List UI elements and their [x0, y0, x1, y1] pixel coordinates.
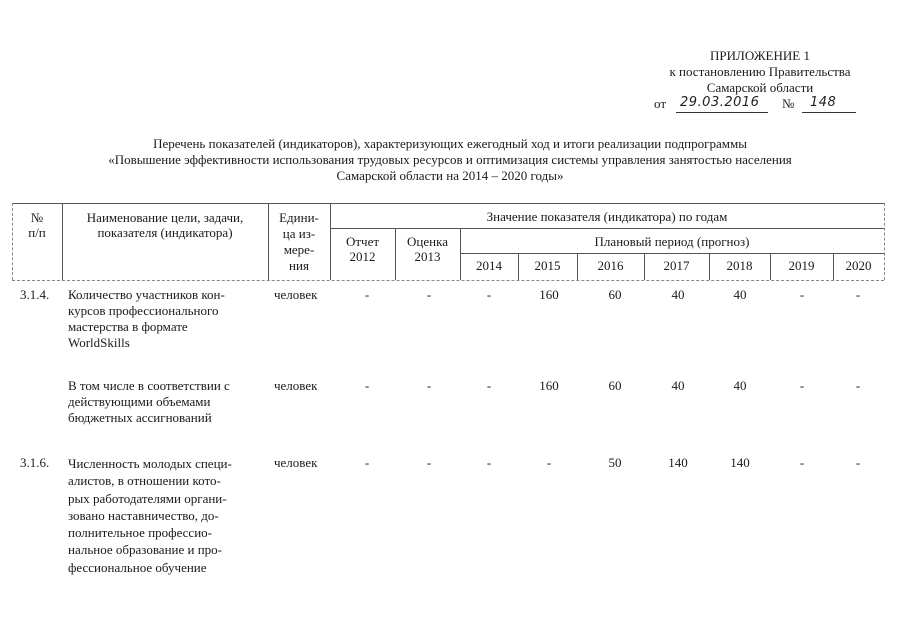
row-name-line: нальное образование и про-: [68, 542, 223, 558]
date-underline: [676, 112, 768, 113]
value-2014: -: [486, 455, 492, 470]
header-year: 2017: [663, 258, 690, 273]
value-2013: -: [426, 455, 432, 470]
row-name-line: действующими объемами: [68, 394, 211, 409]
header-year: 2014: [476, 258, 502, 273]
row-name: [68, 455, 232, 576]
header-year: 2020: [845, 258, 872, 273]
row-name-line: алистов, в отношении кото-: [68, 473, 221, 489]
value-2018: 40: [733, 378, 747, 393]
title-line-2: «Повышение эффективности использования трудовых ресурсов и оптимизация системы управления занятостью населения: [108, 152, 792, 167]
value-2013: -: [426, 287, 432, 302]
header-report-line-2: 2012: [349, 249, 376, 264]
date-prefix: от: [654, 96, 667, 111]
header-unit-line-2: ца из-: [282, 226, 316, 241]
value-2016: 60: [608, 287, 622, 302]
header-unit-line-1: Едини-: [279, 210, 319, 225]
header-estimate-line-2: 2013: [414, 249, 441, 264]
header-name-line-2: показателя (индикатора): [97, 225, 233, 240]
value-2017: 40: [671, 287, 685, 302]
row-number: 3.1.4.: [20, 287, 50, 302]
value-2020: -: [855, 287, 861, 302]
resolution-label: к постановлению Правительства: [669, 64, 851, 79]
value-2012: -: [364, 378, 370, 393]
value-2019: -: [799, 287, 805, 302]
header-num-line-2: п/п: [28, 225, 46, 240]
header-year: 2015: [534, 258, 561, 273]
value-2019: -: [799, 378, 805, 393]
row-name-line: фессиональное обучение: [68, 559, 207, 575]
table-top-border: [12, 203, 884, 204]
value-2016: 60: [608, 378, 622, 393]
value-2012: -: [364, 455, 370, 470]
row-name-line: Численность молодых специ-: [68, 456, 232, 471]
header-report: [330, 234, 395, 264]
row-name: [68, 378, 230, 426]
handwritten-number: 148: [810, 95, 837, 110]
plan-header-divider: [460, 253, 884, 254]
row-unit: человек: [274, 455, 318, 470]
table-header-bottom: [12, 280, 884, 281]
row-unit: человек: [274, 287, 318, 302]
header-name-line-1: Наименование цели, задачи,: [86, 210, 244, 225]
header-unit: [268, 210, 330, 274]
region-label: Самарской области: [706, 80, 814, 95]
header-estimate: [395, 234, 460, 264]
row-number: 3.1.6.: [20, 455, 50, 470]
header-name: [62, 210, 268, 240]
header-num-line-1: №: [30, 210, 44, 225]
row-name-line: мастерства в формате: [68, 319, 188, 334]
row-name-line: рых работодателями органи-: [68, 490, 227, 506]
value-2018: 40: [733, 287, 747, 302]
row-name: [68, 287, 225, 351]
value-2014: -: [486, 378, 492, 393]
document-header: [600, 48, 880, 96]
header-year: 2019: [788, 258, 815, 273]
row-name-line: бюджетных ассигнований: [68, 410, 212, 425]
row-name-line: Количество участников кон-: [68, 287, 225, 302]
title-line-1: Перечень показателей (индикаторов), характеризующих ежегодный ход и итоги реализации подпрограммы: [153, 136, 747, 151]
header-unit-line-3: мере-: [283, 242, 315, 257]
header-unit-line-4: ния: [289, 258, 309, 273]
appendix-label: ПРИЛОЖЕНИЕ 1: [710, 48, 810, 63]
value-2018: 140: [730, 455, 750, 470]
value-2016: 50: [608, 455, 622, 470]
value-2014: -: [486, 287, 492, 302]
value-2017: 140: [668, 455, 688, 470]
value-2015: 160: [539, 287, 559, 302]
title-line-3: Самарской области на 2014 – 2020 годы»: [336, 168, 564, 183]
header-report-line-1: Отчет: [345, 234, 380, 249]
row-name-line: зовано наставничество, до-: [68, 507, 219, 523]
row-unit: человек: [274, 378, 318, 393]
header-year: 2018: [726, 258, 753, 273]
handwritten-date: 29.03.2016: [680, 95, 760, 110]
value-2015: 160: [539, 378, 559, 393]
number-underline: [802, 112, 856, 113]
col-border-12: [884, 203, 885, 280]
value-2013: -: [426, 378, 432, 393]
row-name-line: курсов профессионального: [68, 303, 219, 318]
value-2015: -: [546, 455, 552, 470]
values-header-divider: [330, 228, 884, 229]
header-values: Значение показателя (индикатора) по годам: [486, 209, 728, 224]
header-year: 2016: [597, 258, 624, 273]
value-2020: -: [855, 455, 861, 470]
header-num: [12, 210, 62, 240]
value-2020: -: [855, 378, 861, 393]
document-title: [20, 136, 880, 184]
row-name-line: WorldSkills: [68, 335, 130, 350]
value-2012: -: [364, 287, 370, 302]
number-prefix: №: [782, 96, 795, 111]
header-estimate-line-1: Оценка: [407, 234, 448, 249]
value-2019: -: [799, 455, 805, 470]
row-name-line: полнительное профессио-: [68, 525, 212, 541]
row-name-line: В том числе в соответствии с: [68, 378, 230, 393]
header-plan: Плановый период (прогноз): [594, 234, 750, 249]
value-2017: 40: [671, 378, 685, 393]
date-number-line: [654, 96, 869, 114]
